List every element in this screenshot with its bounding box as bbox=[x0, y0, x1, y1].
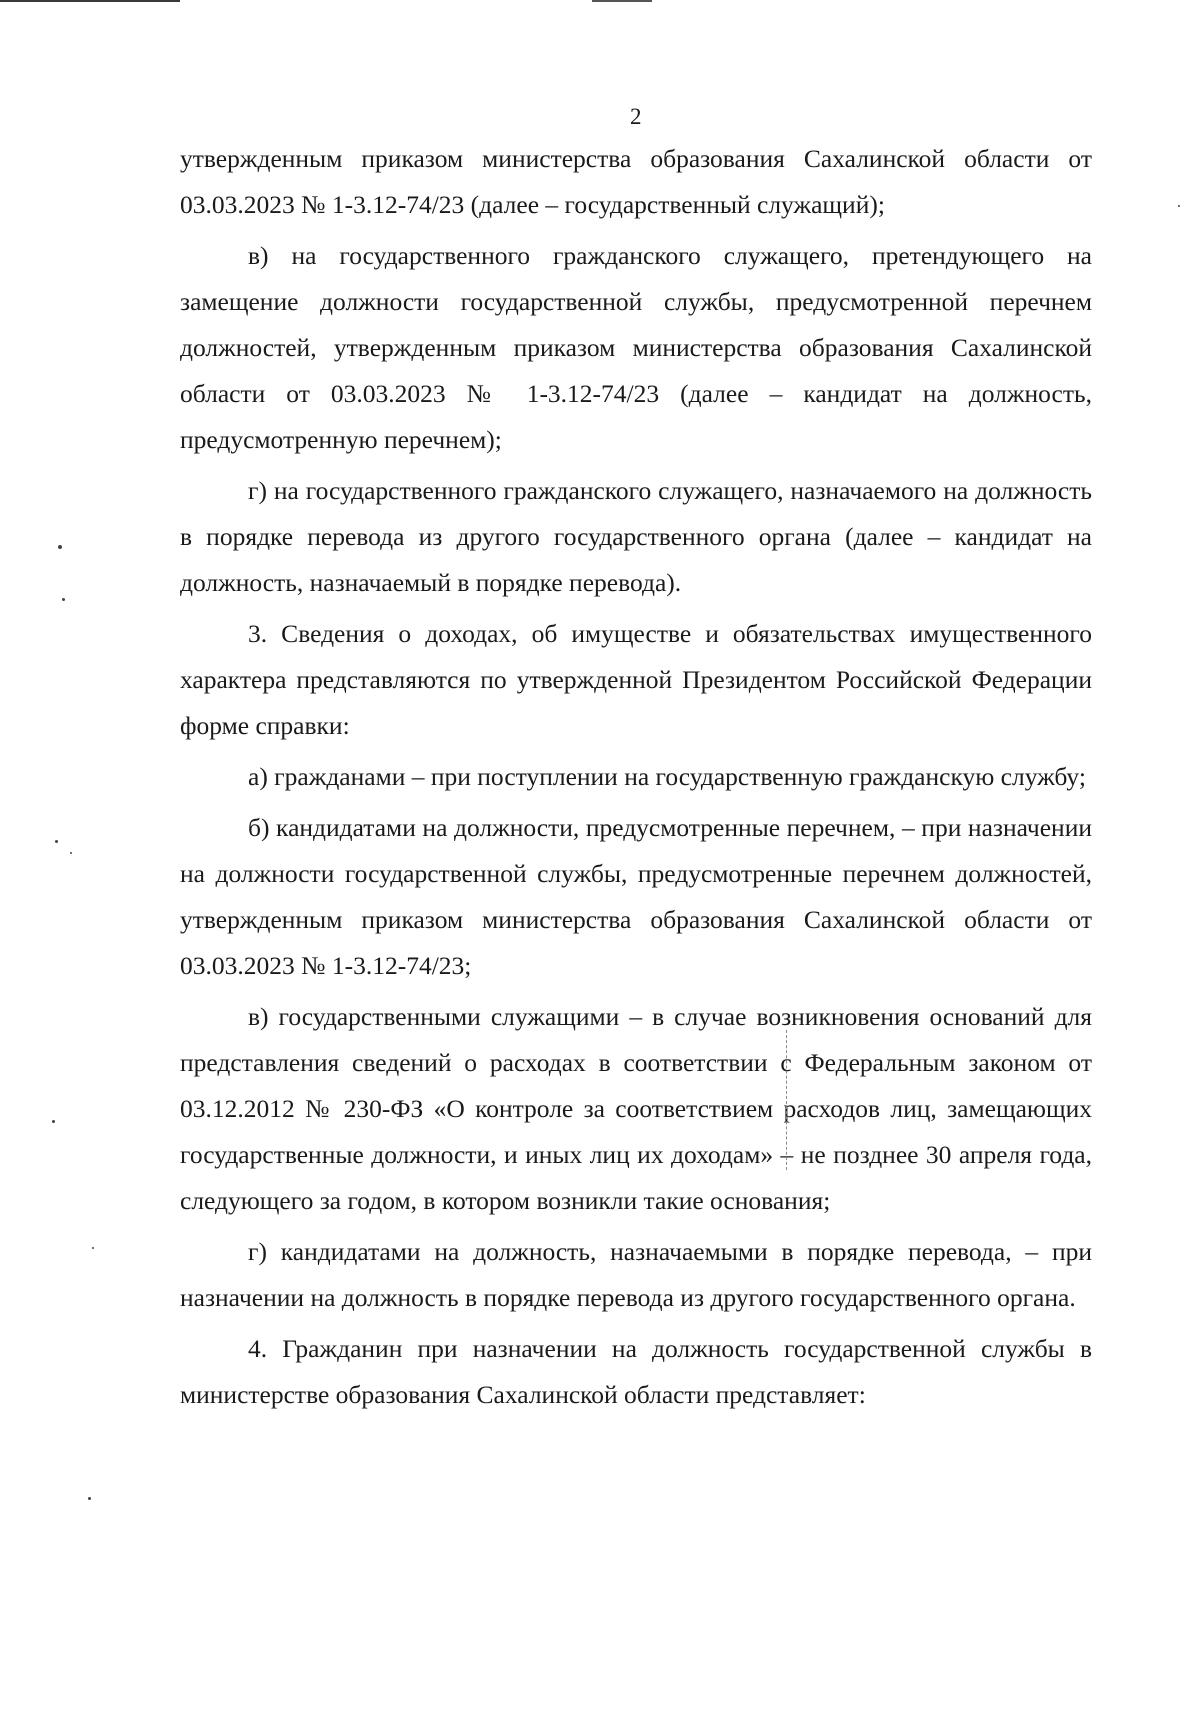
paragraph-item-v-2: в) государственными служащими – в случае возникновения оснований для представления сведений о расходах в соответствии с Федеральным законом от 03.12.2012 № 230-ФЗ «О контроле за соответствием расходов лиц, замещающих государственные должности, и иных лиц их доходам» – не позднее 30 апреля года, следующего за годом, в котором возникли такие основания; bbox=[180, 1002, 1092, 1215]
paragraph-item-g-2: г) кандидатами на должность, назначаемыми в порядке перевода, – при назначении на должность в порядке перевода из другого государственного органа. bbox=[180, 1237, 1092, 1312]
paragraph-continuation: утвержденным приказом министерства образования Сахалинской области от 03.03.2023 № 1-3.12-74/23 (далее – государственный служащий); bbox=[180, 144, 1092, 219]
paragraph-item-b: б) кандидатами на должности, предусмотренные перечнем, – при назначении на должности государственной службы, предусмотренные перечнем должностей, утвержденным приказом министерства образования Сахалинской области от 03.03.2023 № 1-3.12-74/23; bbox=[180, 813, 1092, 980]
paragraph-item-a: а) гражданами – при поступлении на государственную гражданскую службу; bbox=[248, 762, 1086, 791]
scan-speck bbox=[88, 1497, 91, 1500]
scan-speck bbox=[70, 852, 72, 854]
document-body bbox=[180, 136, 1092, 1423]
paragraph-section-4: 4. Гражданин при назначении на должность государственной службы в министерстве образования Сахалинской области представляет: bbox=[180, 1334, 1092, 1409]
scan-speck bbox=[1178, 205, 1180, 207]
scan-edge-mark bbox=[592, 0, 652, 2]
scan-speck bbox=[55, 840, 58, 843]
scan-artifact-line bbox=[786, 1030, 788, 1170]
scan-speck bbox=[52, 1120, 55, 1123]
page-number: 2 bbox=[630, 104, 642, 129]
paragraph-section-3: 3. Сведения о доходах, об имуществе и обязательствах имущественного характера представляются по утвержденной Президентом Российской Федерации форме справки: bbox=[180, 619, 1092, 740]
paragraph-item-v: в) на государственного гражданского служащего, претендующего на замещение должности государственной службы, предусмотренной перечнем должностей, утвержденным приказом министерства образования Сахалинской области от 03.03.2023 № 1-3.12-74/23 (далее – кандидат на должность, предусмотренную перечнем); bbox=[180, 241, 1092, 454]
paragraph-item-g: г) на государственного гражданского служащего, назначаемого на должность в порядке перевода из другого государственного органа (далее – кандидат на должность, назначаемый в порядке перевода). bbox=[180, 476, 1092, 597]
scan-speck bbox=[62, 598, 65, 601]
scan-edge-line bbox=[0, 0, 180, 2]
scan-speck bbox=[58, 545, 62, 549]
scan-speck bbox=[92, 1247, 94, 1249]
